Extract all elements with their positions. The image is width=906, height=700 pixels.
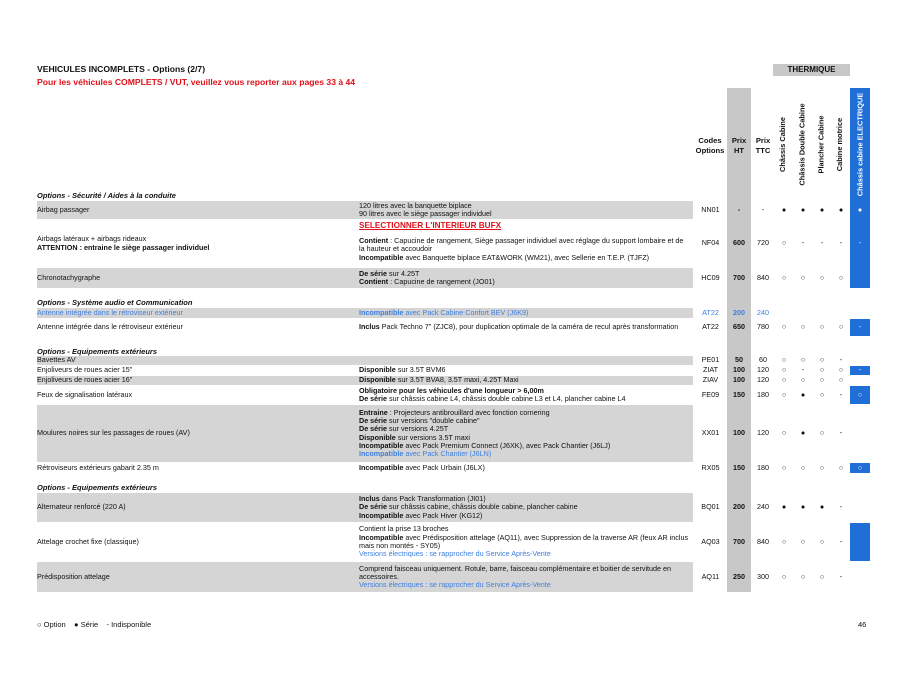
sym-plancher: ● xyxy=(819,502,825,512)
sym-double-cabine: - xyxy=(801,365,805,375)
table-row xyxy=(37,200,863,219)
col-chassis-double-cabine-label: Châssis Double Cabine xyxy=(797,102,807,186)
sym-chassis-cabine: ○ xyxy=(781,536,787,546)
row-desc xyxy=(359,366,689,375)
desc-keyword: Incompatible xyxy=(359,510,404,520)
codes-header-line2: Options xyxy=(695,146,725,155)
sym-chassis-cabine: ○ xyxy=(781,355,787,365)
col-cabine-motrice-label: Cabine motrice xyxy=(835,117,845,171)
row-ttc: 840 xyxy=(757,272,769,282)
row-ht: 200 xyxy=(733,307,745,317)
row-desc xyxy=(359,308,689,318)
desc-text: avec Pack Cabine Confort BEV (J6K9) xyxy=(403,307,529,317)
desc-text: avec Prédisposition attelage (AQ11), avec Suppression de la traverse AR (feux AR inclus mais non montés - SY05) xyxy=(359,532,689,550)
sym-plancher: ○ xyxy=(819,428,825,438)
desc-text: Pack Techno 7" (ZJC8), pour duplication optimale de la caméra de recul après transformation xyxy=(379,322,679,332)
desc-keyword: Incompatible xyxy=(359,449,404,459)
sym-chassis-cabine: ○ xyxy=(781,238,787,248)
ht-header-line2: HT xyxy=(733,146,745,155)
sym-motrice: - xyxy=(839,502,843,512)
sym-chassis-cabine: ● xyxy=(781,502,787,512)
row-code: FE09 xyxy=(701,389,720,399)
desc-text: sur 3.5T BVA8, 3.5T maxi, 4.25T Maxi xyxy=(395,375,519,385)
row-code: AQ03 xyxy=(701,536,720,546)
sym-motrice: - xyxy=(839,355,843,365)
desc-keyword: De série xyxy=(359,268,387,278)
col-chassis-cabine xyxy=(774,88,792,200)
sym-chassis-cabine: ○ xyxy=(781,571,787,581)
row-label: Feux de signalisation latéraux xyxy=(37,389,133,399)
sym-plancher: ○ xyxy=(819,355,825,365)
row-ht: 700 xyxy=(733,536,745,546)
row-desc xyxy=(359,268,689,288)
desc-line: 90 litres avec le siège passager individuel xyxy=(359,209,492,218)
table-row xyxy=(37,268,850,288)
sym-double-cabine: ○ xyxy=(800,272,806,282)
sym-plancher: ● xyxy=(819,204,825,214)
desc-text: dans Pack Transformation (JI01) xyxy=(379,494,486,504)
codes-header xyxy=(694,136,726,156)
row-ht: 150 xyxy=(733,389,745,399)
page-title: VEHICULES INCOMPLETS - Options (2/7) xyxy=(37,64,206,74)
row-ttc: 840 xyxy=(757,536,769,546)
col-chassis-double-cabine xyxy=(793,88,811,200)
sym-motrice: - xyxy=(839,428,843,438)
row-desc xyxy=(359,523,689,561)
row-code: BQ01 xyxy=(701,502,720,512)
row-desc xyxy=(359,562,689,592)
table-row xyxy=(37,385,863,404)
row-code: PE01 xyxy=(701,355,720,365)
table-row xyxy=(37,493,850,522)
sym-electrique: - xyxy=(850,366,870,375)
section-title: Options - Equipements extérieurs xyxy=(37,347,158,356)
sym-double-cabine: ○ xyxy=(800,375,806,385)
desc-text: sur versions 3.5T maxi xyxy=(395,432,470,442)
desc-keyword: Incompatible xyxy=(359,532,404,542)
row-ttc: 120 xyxy=(757,365,769,375)
row-label: Chronotachygraphe xyxy=(37,272,101,282)
desc-keyword: Disponible xyxy=(359,375,396,385)
sym-electrique xyxy=(850,523,870,561)
desc-text: Contient la prise 13 broches xyxy=(359,524,449,534)
sym-double-cabine: - xyxy=(801,238,805,248)
row-ttc: 180 xyxy=(757,462,769,472)
section-title: Options - Sécurité / Aides à la conduite xyxy=(37,191,176,200)
legend: ○ Option ● Série - Indisponible xyxy=(37,620,152,629)
section-title: Options - Système audio et Communication xyxy=(37,298,193,307)
desc-keyword: Inclus xyxy=(359,322,380,332)
col-plancher-cabine-label: Plancher Cabine xyxy=(816,115,826,173)
desc-keyword: Contient xyxy=(359,277,389,286)
row-desc xyxy=(359,319,689,336)
sym-plancher: ○ xyxy=(819,389,825,399)
desc-text: avec Banquette biplace EAT&WORK (WM21), avec Sellerie en T.E.P. (TJFZ) xyxy=(403,252,650,262)
desc-text: : Projecteurs antibrouillard avec fonction cornering xyxy=(387,407,550,417)
row-ht: - xyxy=(737,204,741,214)
sym-double-cabine: ● xyxy=(800,428,806,438)
row-label: Antenne intégrée dans le rétroviseur extérieur xyxy=(37,322,183,332)
row-label: Enjoliveurs de roues acier 15" xyxy=(37,365,133,375)
desc-note: Versions électriques : se rapprocher du Service Après-Vente xyxy=(359,549,551,559)
sym-motrice: ○ xyxy=(838,322,844,332)
desc-keyword: De série xyxy=(359,394,387,403)
sym-motrice: ○ xyxy=(838,375,844,385)
row-ttc: 180 xyxy=(757,389,769,399)
row-ht: 200 xyxy=(733,502,745,512)
desc-line: 120 litres avec la banquette biplace xyxy=(359,200,472,210)
sym-plancher: ○ xyxy=(819,375,825,385)
sym-motrice: ● xyxy=(838,204,844,214)
table-row xyxy=(37,462,863,473)
sym-double-cabine: ○ xyxy=(800,322,806,332)
row-ht: 250 xyxy=(733,571,745,581)
row-ttc: 120 xyxy=(757,375,769,385)
label-line: Airbags latéraux + airbags rideaux xyxy=(37,234,147,244)
sym-electrique: - xyxy=(858,238,862,248)
sym-plancher: - xyxy=(820,238,824,248)
row-desc xyxy=(359,463,689,473)
col-cabine-motrice xyxy=(831,88,849,200)
row-code: HC09 xyxy=(701,272,720,282)
sym-electrique: ○ xyxy=(850,386,870,404)
desc-keyword: Incompatible xyxy=(359,252,404,262)
row-ttc: 240 xyxy=(757,502,769,512)
ttc-header-line1: Prix xyxy=(755,136,771,145)
sym-plancher: ○ xyxy=(819,322,825,332)
row-ttc: 240 xyxy=(757,307,769,317)
desc-text: avec Pack Hiver (KG12) xyxy=(403,510,483,520)
desc-text: sur 4.25T xyxy=(386,268,420,278)
row-label: Rétroviseurs extérieurs gabarit 2.35 m xyxy=(37,462,159,472)
table-row xyxy=(37,365,862,375)
sym-motrice: - xyxy=(839,571,843,581)
desc-keyword: De série xyxy=(359,502,387,512)
desc-keyword: Incompatible xyxy=(359,440,404,450)
row-code: AT22 xyxy=(702,322,719,332)
row-label: Attelage crochet fixe (classique) xyxy=(37,536,139,546)
sym-plancher: ○ xyxy=(819,462,825,472)
row-ht: 700 xyxy=(733,272,745,282)
desc-text: avec Pack Chantier (J6LN) xyxy=(403,449,492,459)
col-electrique-label: Châssis cabine ELECTRIQUE xyxy=(855,92,865,196)
row-ttc: 60 xyxy=(759,355,767,365)
sym-chassis-cabine: ○ xyxy=(781,428,787,438)
col-electrique xyxy=(851,88,869,200)
desc-text: avec Pack Premium Connect (J6XK), avec Pack Chantier (J6LJ) xyxy=(403,440,611,450)
row-code: AQ11 xyxy=(701,571,720,581)
sym-motrice: ○ xyxy=(838,462,844,472)
sym-electrique: - xyxy=(850,319,870,336)
table-row xyxy=(37,220,862,267)
desc-keyword: Entraine xyxy=(359,407,388,417)
page-subtitle: Pour les véhicules COMPLETS / VUT, veuillez vous reporter aux pages 33 à 44 xyxy=(37,77,356,87)
sym-chassis-cabine: ● xyxy=(781,204,787,214)
row-desc xyxy=(359,493,689,522)
sym-double-cabine: ○ xyxy=(800,355,806,365)
table-row xyxy=(37,356,850,365)
desc-keyword: Obligatoire pour les véhicules d'une longueur > 6,00m xyxy=(359,385,544,395)
row-label: Airbag passager xyxy=(37,204,90,214)
row-desc xyxy=(359,386,689,404)
row-label: Antenne intégrée dans le rétroviseur extérieur xyxy=(37,307,183,317)
thermique-header: THERMIQUE xyxy=(773,64,850,76)
sym-double-cabine: ○ xyxy=(800,536,806,546)
desc-text: sur châssis cabine, châssis double cabine, plancher cabine xyxy=(386,502,578,512)
desc-text: sur versions 4.25T xyxy=(386,424,449,434)
desc-keyword: Disponible xyxy=(359,432,396,442)
table-row xyxy=(37,376,850,385)
sym-motrice: - xyxy=(839,536,843,546)
table-row xyxy=(37,562,850,592)
row-code: NN01 xyxy=(701,204,720,214)
desc-text: avec Pack Urbain (J6LX) xyxy=(403,462,485,472)
row-ttc: 300 xyxy=(757,571,769,581)
row-desc xyxy=(359,220,689,267)
row-desc xyxy=(359,201,689,219)
row-ttc: 780 xyxy=(757,322,769,332)
desc-keyword: Inclus xyxy=(359,494,380,504)
col-chassis-cabine-label: Châssis Cabine xyxy=(778,116,788,172)
desc-keyword: Contient xyxy=(359,236,389,245)
ttc-header-line2: TTC xyxy=(755,146,771,155)
col-plancher-cabine xyxy=(812,88,830,200)
row-desc xyxy=(359,405,689,462)
row-code: NF04 xyxy=(701,238,720,248)
table-row xyxy=(37,319,862,336)
sym-motrice: - xyxy=(839,389,843,399)
sym-chassis-cabine: ○ xyxy=(781,462,787,472)
sym-plancher: ○ xyxy=(819,536,825,546)
ht-header xyxy=(727,136,751,156)
codes-header-line1: Codes xyxy=(698,136,722,145)
ht-header-line1: Prix xyxy=(731,136,747,145)
desc-text: sur versions "double cabine" xyxy=(386,415,480,425)
sym-motrice: ○ xyxy=(838,272,844,282)
row-desc xyxy=(359,376,689,385)
row-ht: 600 xyxy=(733,238,745,248)
sym-motrice: - xyxy=(839,238,843,248)
row-code: ZIAT xyxy=(702,365,719,375)
row-ht: 50 xyxy=(735,355,743,365)
row-code: XX01 xyxy=(701,428,720,438)
sym-plancher: ○ xyxy=(819,571,825,581)
row-code: AT22 xyxy=(702,307,719,317)
sym-double-cabine: ● xyxy=(800,502,806,512)
row-ht: 650 xyxy=(733,322,745,332)
desc-text: sur châssis cabine L4, châssis double cabine L3 et L4, plancher cabine L4 xyxy=(386,394,626,403)
row-code: ZIAV xyxy=(702,375,719,385)
row-ht: 100 xyxy=(733,375,745,385)
sym-plancher: ○ xyxy=(819,365,825,375)
table-row xyxy=(37,405,850,462)
sym-electrique: ○ xyxy=(850,463,870,473)
desc-keyword: De série xyxy=(359,424,387,434)
row-label: Prédisposition attelage xyxy=(37,571,110,581)
desc-keyword: De série xyxy=(359,415,387,425)
desc-note: Versions électriques : se rapprocher du Service Après-Vente xyxy=(359,580,551,590)
row-label: Alternateur renforcé (220 A) xyxy=(37,502,126,512)
desc-text: Comprend faisceau uniquement. Rotule, barre, faisceau complémentaire et boitier de servitude en accessoires. xyxy=(359,563,672,581)
sym-motrice: ○ xyxy=(838,365,844,375)
ttc-header xyxy=(751,136,775,156)
sym-chassis-cabine: ○ xyxy=(781,322,787,332)
sym-double-cabine: ○ xyxy=(800,462,806,472)
sym-chassis-cabine: ○ xyxy=(781,389,787,399)
row-ttc: 120 xyxy=(757,428,769,438)
sym-electrique: ● xyxy=(857,204,863,214)
row-ht: 150 xyxy=(733,462,745,472)
desc-text: : Capucine de rangement (JO01) xyxy=(388,277,495,286)
row-label: Enjoliveurs de roues acier 16" xyxy=(37,375,133,385)
page-number: 46 xyxy=(858,620,867,629)
sym-chassis-cabine: ○ xyxy=(781,272,787,282)
section-title: Options - Equipements extérieurs xyxy=(37,483,158,492)
sym-double-cabine: ● xyxy=(800,204,806,214)
row-ht: 100 xyxy=(733,428,745,438)
table-row xyxy=(37,523,850,561)
row-label: Bavettes AV xyxy=(37,355,76,365)
sym-chassis-cabine: ○ xyxy=(781,365,787,375)
table-row xyxy=(37,308,850,318)
desc-keyword: Incompatible xyxy=(359,307,404,317)
row-code: RX05 xyxy=(701,462,720,472)
desc-keyword: Incompatible xyxy=(359,462,404,472)
select-interior-link[interactable]: SELECTIONNER L'INTERIEUR BUFX xyxy=(359,221,502,230)
sym-chassis-cabine: ○ xyxy=(781,375,787,385)
desc-keyword: Disponible xyxy=(359,365,396,375)
desc-text: : Capucine de rangement, Siège passager individuel avec réglage du support lombaire et de la hauteur et accoudoir xyxy=(359,236,684,254)
row-ht: 100 xyxy=(733,365,745,375)
row-ttc: 720 xyxy=(757,238,769,248)
sym-double-cabine: ● xyxy=(800,389,806,399)
row-label: Moulures noires sur les passages de roues (AV) xyxy=(37,428,190,438)
label-warning: ATTENTION : entraine le siège passager individuel xyxy=(37,242,210,252)
desc-text: sur 3.5T BVM6 xyxy=(395,365,446,375)
sym-double-cabine: ○ xyxy=(800,571,806,581)
sym-plancher: ○ xyxy=(819,272,825,282)
row-ttc: - xyxy=(761,204,765,214)
row-label xyxy=(37,220,355,267)
